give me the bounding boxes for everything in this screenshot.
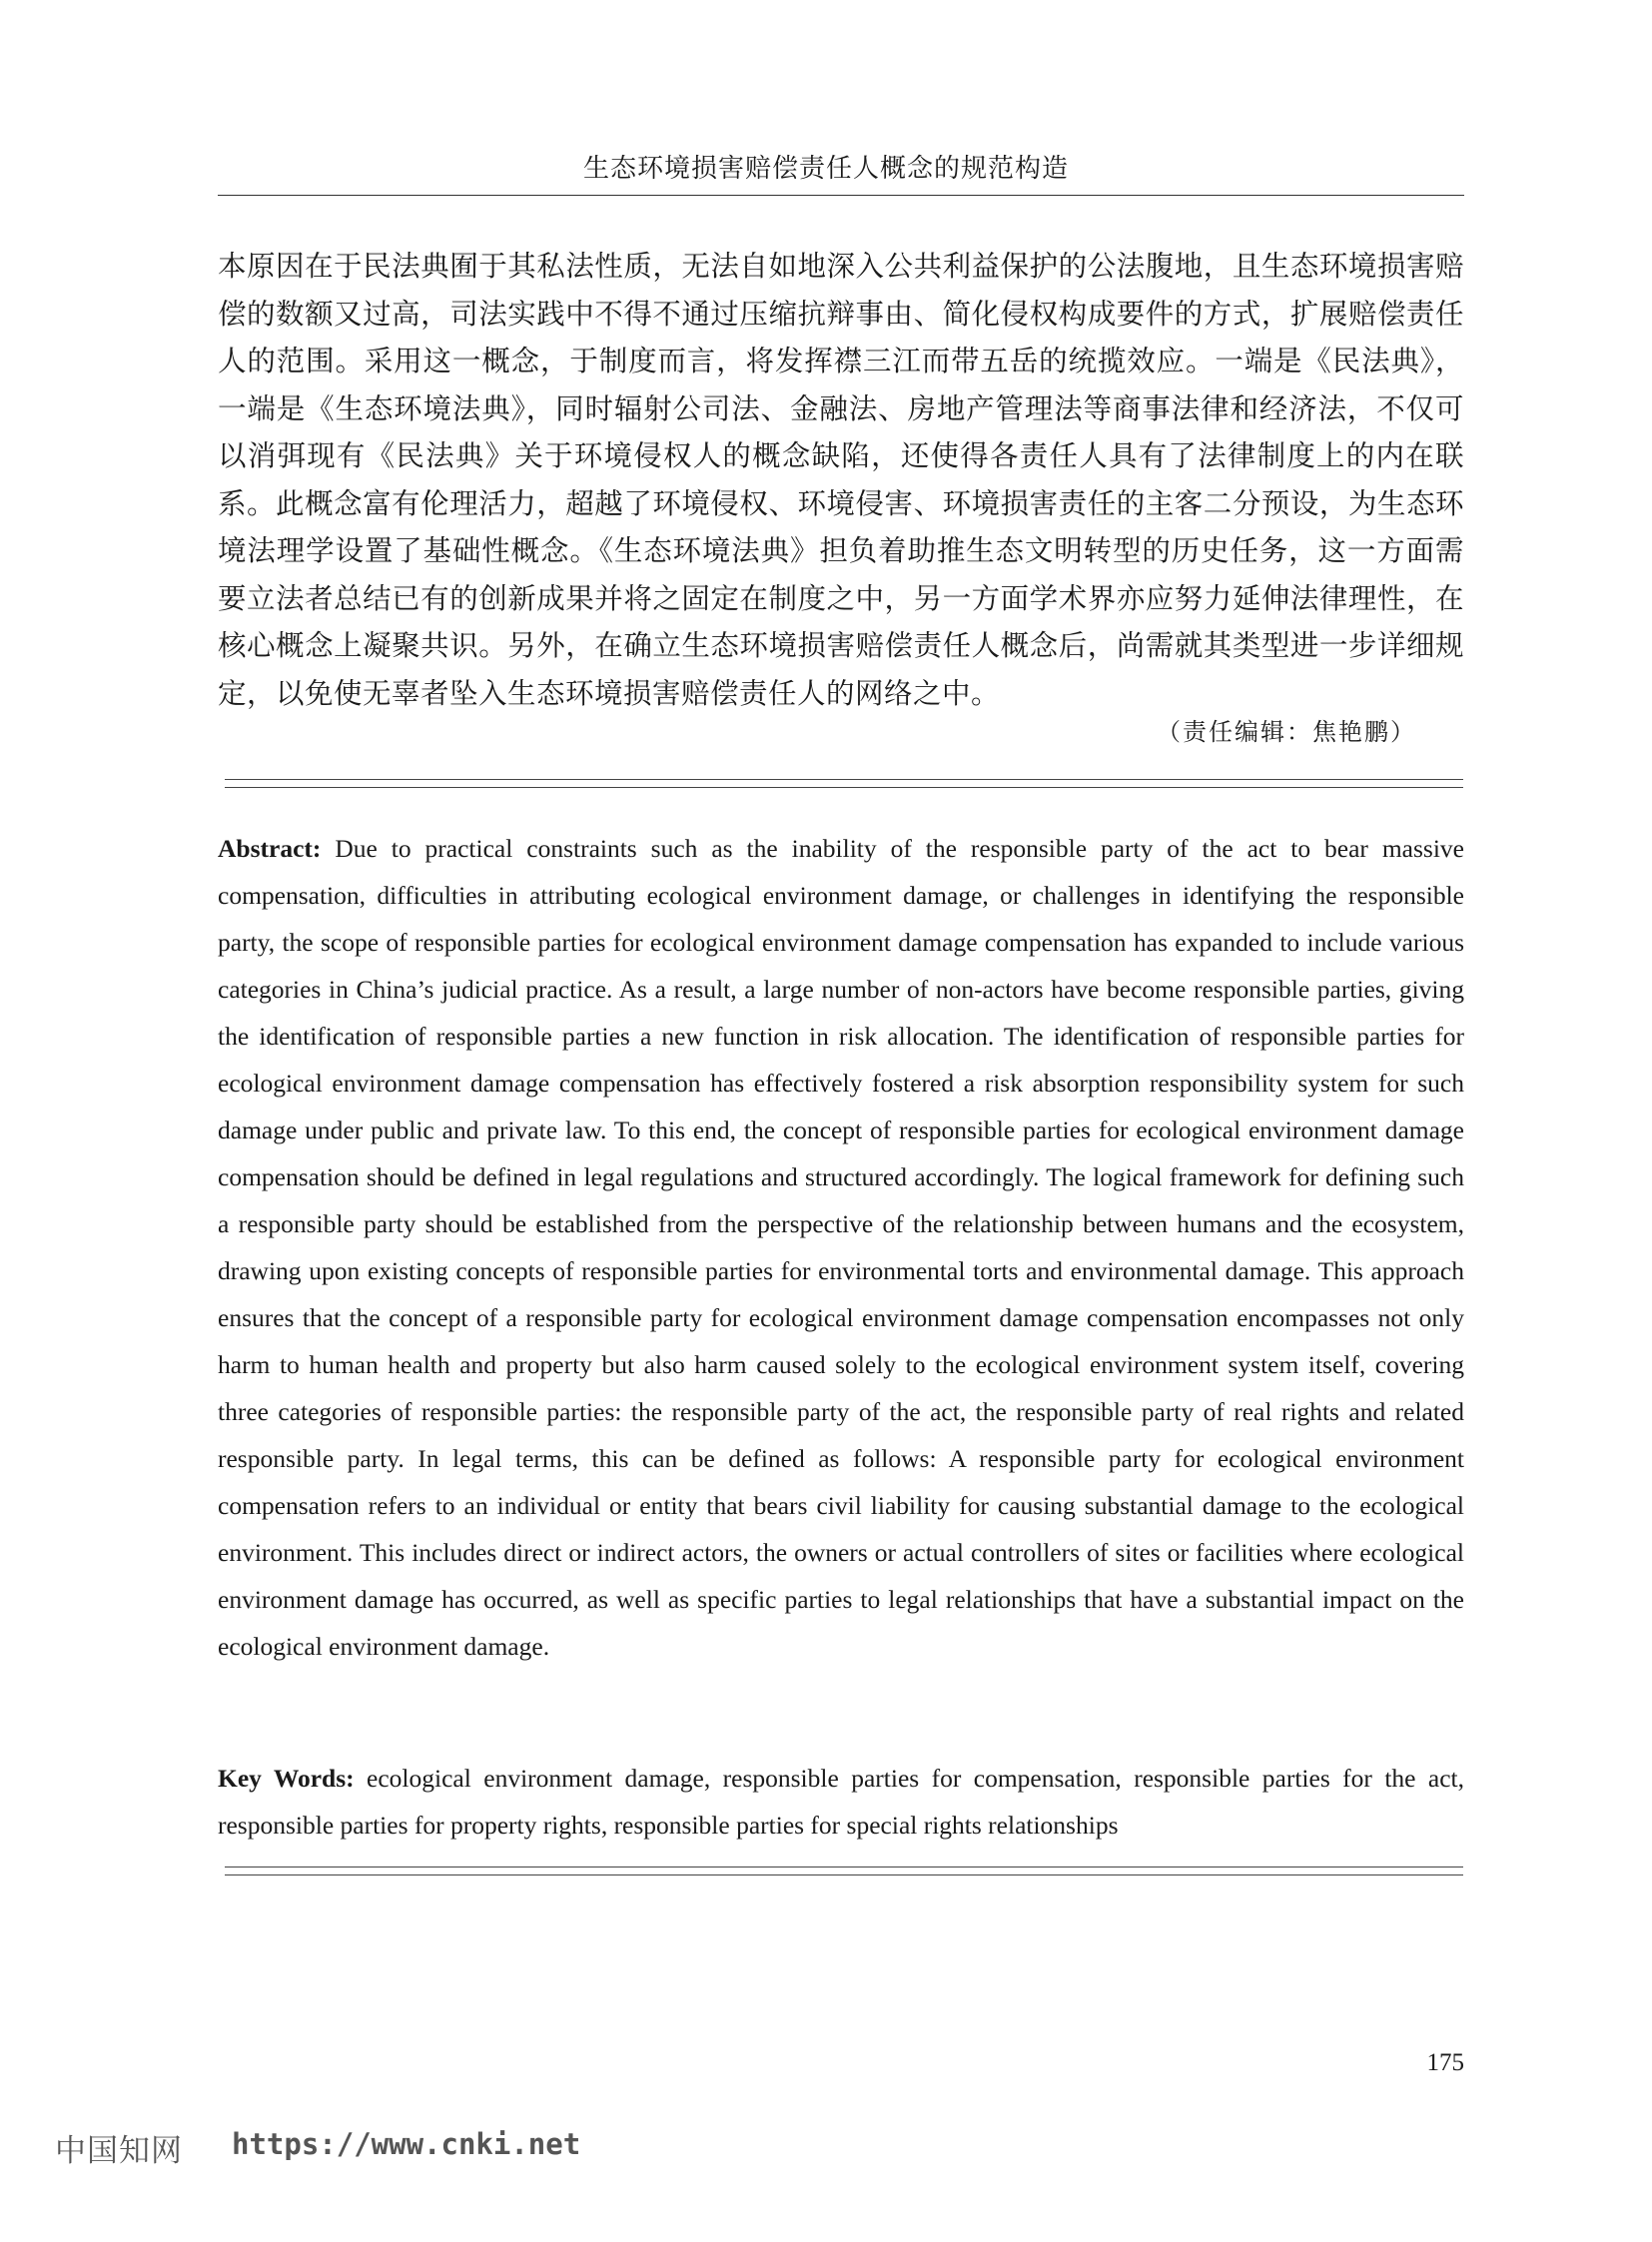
keywords-text: ecological environment damage, responsible parties for compensation, responsible parties for the act, responsible parties for property rights, responsible parties for special rights relationships [218, 1764, 1464, 1840]
abstract-label: Abstract: [218, 834, 322, 863]
chinese-body-paragraph: 本原因在于民法典囿于其私法性质，无法自如地深入公共利益保护的公法腹地，且生态环境损害赔偿的数额又过高，司法实践中不得不通过压缩抗辩事由、简化侵权构成要件的方式，扩展赔偿责任人的范围。采用这一概念，于制度而言，将发挥襟三江而带五岳的统揽效应。一端是《民法典》，一端是《生态环境法典》，同时辐射公司法、金融法、房地产管理法等商事法律和经济法，不仅可以消弭现有《民法典》关于环境侵权人的概念缺陷，还使得各责任人具有了法律制度上的内在联系。此概念富有伦理活力，超越了环境侵权、环境侵害、环境损害责任的主客二分预设，为生态环境法理学设置了基础性概念。《生态环境法典》担负着助推生态文明转型的历史任务，这一方面需要立法者总结已有的创新成果并将之固定在制度之中，另一方面学术界亦应努力延伸法律理性，在核心概念上凝聚共识。另外，在确立生态环境损害赔偿责任人概念后，尚需就其类型进一步详细规定，以免使无辜者坠入生态环境损害赔偿责任人的网络之中。 [218, 250, 1464, 710]
keywords-label: Key Words: [218, 1764, 355, 1793]
abstract-text: Due to practical constraints such as the inability of the responsible party of the act to bear massive compensation, difficulties in attributing ecological environment damage, or challenges in identifying the responsible party, the scope of responsible parties for ecological environment damage compensation has expanded to include various categories in China’s judicial practice. As a result, a large number of non-actors have become responsible parties, giving the identification of responsible parties a new function in risk allocation. The identification of responsible parties for ecological environment damage compensation has effectively fostered a risk absorption responsibility system for such damage under public and private law. To this end, the concept of responsible parties for ecological environment damage compensation should be defined in legal regulations and structured accordingly. The logical framework for defining such a responsible party should be established from the perspective of the relationship between humans and the ecosystem, drawing upon existing concepts of responsible parties for environmental torts and environmental damage. This approach ensures that the concept of a responsible party for ecological environment damage compensation encompasses not only harm to human health and property but also harm caused solely to the ecological environment system itself, covering three categories of responsible parties: the responsible party of the act, the responsible party of real rights and related responsible party. In legal terms, this can be defined as follows: A responsible party for ecological environment compensation refers to an individual or entity that bears civil liability for causing substantial damage to the ecological environment. This includes direct or indirect actors, the owners or actual controllers of sites or facilities where ecological environment damage has occurred, as well as specific parties to legal relationships that have a substantial impact on the ecological environment damage. [218, 834, 1464, 1661]
keywords-paragraph [218, 1755, 1464, 1849]
page-number: 175 [1426, 2049, 1464, 2076]
editor-note: （责任编辑：焦艳鹏） [1157, 718, 1416, 746]
abstract-top-rule [225, 779, 1463, 788]
cnki-watermark-url: https://www.cnki.net [232, 2127, 581, 2161]
abstract-bottom-rule [225, 1867, 1463, 1875]
running-header-title: 生态环境损害赔偿责任人概念的规范构造 [582, 154, 1069, 184]
abstract-paragraph [218, 825, 1464, 1670]
header-rule [218, 195, 1464, 196]
cnki-watermark-text: 中国知网 [55, 2133, 183, 2169]
